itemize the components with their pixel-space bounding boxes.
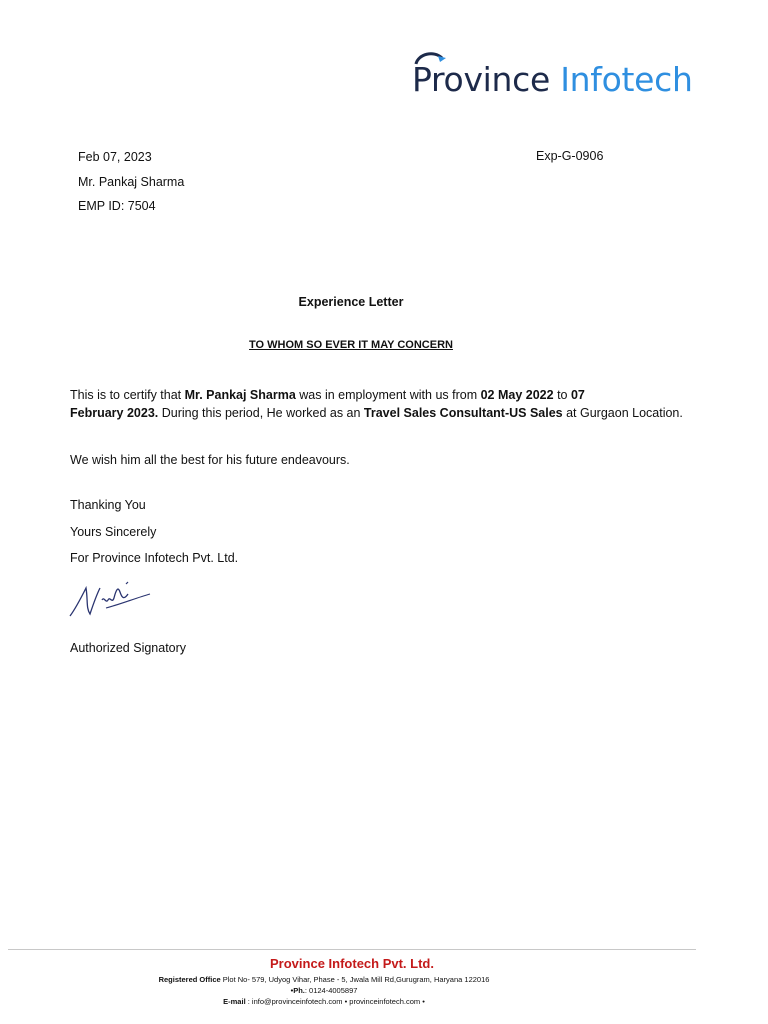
employee-name-bold: Mr. Pankaj Sharma <box>184 388 296 402</box>
p1-text-c: to <box>557 388 571 402</box>
logo-text-province: Province <box>412 60 551 99</box>
p1-text-d: During this period, He worked as an <box>161 406 364 420</box>
reference-number: Exp-G-0906 <box>536 149 604 163</box>
phone-number: : 0124-4005897 <box>304 986 358 995</box>
start-date: 02 May 2022 <box>480 388 554 402</box>
p1-text-b: was in employment with us from <box>299 388 481 402</box>
letter-title: Experience Letter <box>298 295 404 309</box>
footer-phone <box>0 986 648 995</box>
logo-text-infotech: Infotech <box>560 60 693 99</box>
closing-thanks: Thanking You <box>70 498 146 512</box>
closing-sincerely: Yours Sincerely <box>70 525 157 539</box>
wishes-paragraph: We wish him all the best for his future endeavours. <box>70 453 350 467</box>
certification-paragraph <box>70 386 710 422</box>
authorized-signatory: Authorized Signatory <box>70 641 187 655</box>
concern-heading: TO WHOM SO EVER IT MAY CONCERN <box>249 339 453 351</box>
email-label: E-mail <box>223 997 246 1006</box>
job-role: Travel Sales Consultant-US Sales <box>363 406 563 420</box>
recipient-name: Mr. Pankaj Sharma <box>78 175 185 189</box>
p1-text-a: This is to certify that <box>70 388 185 402</box>
phone-label: •Ph. <box>290 986 305 995</box>
footer-company-name: Province Infotech Pvt. Ltd. <box>270 956 434 971</box>
employee-id: EMP ID: 7504 <box>78 199 156 213</box>
plane-arc-icon <box>412 50 452 70</box>
office-address: Plot No- 579, Udyog Vihar, Phase - 5, Jwala Mill Rd,Gurugram, Haryana 122016 <box>220 975 490 984</box>
end-date-day: 07 <box>570 388 585 402</box>
closing-company: For Province Infotech Pvt. Ltd. <box>70 551 239 565</box>
p1-text-e: at Gurgaon Location. <box>566 406 683 420</box>
company-logo <box>412 50 702 110</box>
footer-email <box>0 997 648 1006</box>
signature-image <box>66 578 156 620</box>
office-label: Registered Office <box>158 975 221 984</box>
footer-office <box>0 975 648 984</box>
email-address: : info@provinceinfotech.com • provinceinfotech.com • <box>245 997 425 1006</box>
footer-divider <box>8 949 696 950</box>
letter-date: Feb 07, 2023 <box>78 150 152 164</box>
end-date-month-year: February 2023. <box>70 406 159 420</box>
